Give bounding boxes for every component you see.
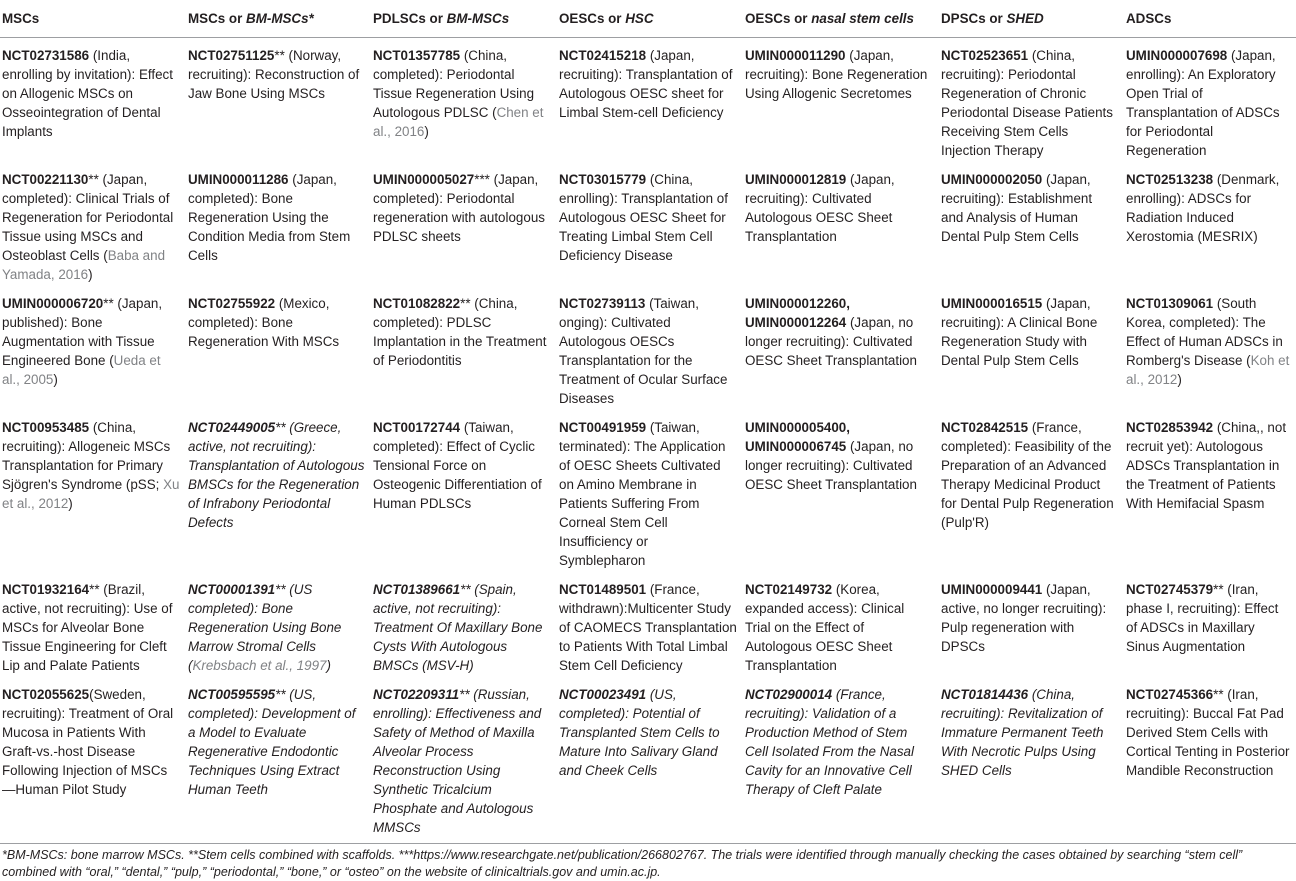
trial-description: (Taiwan, onging): Cultivated Autologous OESCs Transplantation for the Treatment of Ocular Surface Diseases (559, 296, 728, 406)
trial-cell (371, 576, 557, 681)
trial-id: NCT02900014 (745, 687, 833, 702)
trial-description: ** (Japan, published): Bone Augmentation with Tissue Engineered Bone ( (2, 296, 163, 368)
column-header-label: DPSCs or (941, 11, 1007, 26)
table-row (0, 681, 1296, 844)
trial-id: UMIN000012819 (745, 172, 847, 187)
column-header-label: PDLSCs or (373, 11, 447, 26)
trial-id: NCT00953485 (2, 420, 90, 435)
column-header-label: OESCs or (745, 11, 812, 26)
trial-description: (Japan, recruiting): Establishment and Analysis of Human Dental Pulp Stem Cells (941, 172, 1093, 244)
trial-description: ** (Spain, active, not recruiting): Treatment Of Maxillary Bone Cysts With Autologous BMSCs (MSV-H) (373, 582, 543, 673)
trial-id: NCT03015779 (559, 172, 647, 187)
column-header-label-italic: nasal stem cells (811, 11, 914, 26)
trial-id: NCT02739113 (559, 296, 646, 311)
trial-id: NCT01932164 (2, 582, 90, 597)
trial-description: (China, enrolling): Transplantation of Autologous OESC Sheet for Treating Limbal Stem Cell Deficiency Disease (559, 172, 728, 263)
trial-id: NCT02055625 (2, 687, 90, 702)
trial-id: UMIN000005027 (373, 172, 475, 187)
trial-id: NCT02751125 (188, 48, 275, 63)
table-row (0, 576, 1296, 681)
trial-cell (743, 290, 939, 414)
trial-description: (France, withdrawn):Multicenter Study of CAOMECS Transplantation to Patients With Total Limbal Stem Cell Deficiency (559, 582, 737, 673)
citation-close-paren: ) (68, 496, 73, 511)
trial-description: ** (Norway, recruiting): Reconstruction of Jaw Bone Using MSCs (188, 48, 360, 101)
trial-description: (China, recruiting): Allogeneic MSCs Transplantation for Primary Sjögren's Syndrome (pSS; (2, 420, 171, 492)
trial-description: (Japan, no longer recruiting): Cultivated OESC Sheet Transplantation (745, 439, 917, 492)
trial-id: UMIN000005400, UMIN000006745 (745, 420, 850, 454)
column-header-label: OESCs or (559, 11, 626, 26)
trial-description: (Japan, recruiting): Bone Regeneration Using Allogenic Secretomes (745, 48, 928, 101)
trial-description: (France, completed): Feasibility of the Preparation of an Advanced Therapy Medicinal Product for Dental Pulp Regeneration (Pulp'R) (941, 420, 1114, 530)
trial-id: NCT01309061 (1126, 296, 1214, 311)
trial-cell (557, 38, 743, 167)
trial-cell (743, 414, 939, 576)
trial-id: NCT02209311 (373, 687, 460, 702)
column-header-label: ADSCs (1126, 11, 1172, 26)
trial-cell (939, 576, 1124, 681)
table-footnote: *BM-MSCs: bone marrow MSCs. **Stem cells combined with scaffolds. ***https://www.researchgate.net/publication/266802767. The trials were identified through manually checking the cases obtained by searching “stem cell” combined with “oral,” “dental,” “pulp,” “periodontal,” “bone,” or “osteo” on the website of clinicaltrials.gov and umin.ac.jp. (2, 848, 1243, 879)
trial-id: NCT02745379 (1126, 582, 1214, 597)
trial-description: ** (Japan, completed): Clinical Trials of Regeneration for Periodontal Tissue using MSCs and Osteoblast Cells ( (2, 172, 174, 263)
trial-description: ** (Russian, enrolling): Effectiveness and Safety of Method of Maxilla Alveolar Process Reconstruction Using Synthetic Tricalcium Phosphate and Autologous MMSCs (373, 687, 542, 835)
trial-cell (743, 576, 939, 681)
trial-id: NCT00172744 (373, 420, 461, 435)
column-header-label-italic: BM-MSCs* (246, 11, 314, 26)
trial-id: NCT01489501 (559, 582, 647, 597)
trial-id: NCT02415218 (559, 48, 647, 63)
trial-description: (Sweden, recruiting): Treatment of Oral Mucosa in Patients With Graft-vs.-host Disease Following Injection of MSCs—Human Pilot Study (2, 687, 174, 797)
column-header (1124, 0, 1296, 38)
trial-description: ** (US, completed): Development of a Model to Evaluate Regenerative Endodontic Techniques Using Extract Human Teeth (188, 687, 356, 797)
trial-description: (Korea, expanded access): Clinical Trial on the Effect of Autologous OESC Sheet Transplantation (745, 582, 905, 673)
trial-id: NCT02523651 (941, 48, 1029, 63)
table-body (0, 38, 1296, 844)
trial-id: NCT02853942 (1126, 420, 1214, 435)
trial-id: NCT02755922 (188, 296, 276, 311)
trial-id: UMIN000007698 (1126, 48, 1228, 63)
column-header (186, 0, 371, 38)
trial-description: (China, completed): Periodontal Tissue Regeneration Using Autologous PDLSC ( (373, 48, 535, 120)
citation-link[interactable]: Chen et al., 2016 (373, 105, 544, 139)
trial-description: (Japan, recruiting): Cultivated Autologous OESC Sheet Transplantation (745, 172, 895, 244)
trial-cell (186, 290, 371, 414)
citation-link[interactable]: Xu et al., 2012 (2, 477, 180, 511)
trial-id: UMIN000011286 (188, 172, 289, 187)
trial-description: (China, recruiting): Periodontal Regeneration of Chronic Periodontal Disease Patients Receiving Stem Cells Injection Therapy (941, 48, 1113, 158)
trial-id: NCT02149732 (745, 582, 833, 597)
trial-description: (Denmark, enrolling): ADSCs for Radiation Induced Xerostomia (MESRIX) (1126, 172, 1280, 244)
trial-description: (Mexico, completed): Bone Regeneration With MSCs (188, 296, 340, 349)
trial-id: UMIN000011290 (745, 48, 846, 63)
trial-id: NCT02449005 (188, 420, 276, 435)
trial-id: NCT02731586 (2, 48, 90, 63)
trial-cell (0, 38, 186, 167)
trial-cell (557, 414, 743, 576)
trial-id: NCT02513238 (1126, 172, 1214, 187)
trial-cell (371, 290, 557, 414)
trial-description: (Japan, no longer recruiting): Cultivated OESC Sheet Transplantation (745, 315, 917, 368)
trial-cell (939, 414, 1124, 576)
citation-close-paren: ) (88, 267, 93, 282)
trial-id: NCT01814436 (941, 687, 1029, 702)
trial-id: NCT01389661 (373, 582, 461, 597)
trial-cell (557, 290, 743, 414)
citation-close-paren: ) (424, 124, 429, 139)
trial-cell (0, 576, 186, 681)
trial-description: (China,, not recruit yet): Autologous ADSCs Transplantation in the Treatment of Patients With Hemifacial Spasm (1126, 420, 1287, 511)
trial-description: (Japan, completed): Bone Regeneration Using the Condition Media from Stem Cells (188, 172, 351, 263)
trial-description: (India, enrolling by invitation): Effect on Allogenic MSCs on Osseointegration of Dental Implants (2, 48, 173, 139)
trial-cell (939, 681, 1124, 844)
trial-description: (France, recruiting): Validation of a Production Method of Stem Cell Isolated From the Nasal Cavity for an Innovative Cell Therapy of Cleft Palate (745, 687, 914, 797)
column-header-label: MSCs (2, 11, 40, 26)
trial-description: (Japan, recruiting): A Clinical Bone Regeneration Study with Dental Pulp Stem Cells (941, 296, 1098, 368)
trial-id: NCT00221130 (2, 172, 89, 187)
trial-description: *** (Japan, completed): Periodontal regeneration with autologous PDLSC sheets (373, 172, 545, 244)
trial-cell (186, 576, 371, 681)
trial-id: NCT02745366 (1126, 687, 1214, 702)
trial-cell (371, 166, 557, 290)
trial-cell (0, 290, 186, 414)
citation-link[interactable]: Ueda et al., 2005 (2, 353, 161, 387)
column-header (939, 0, 1124, 38)
trial-id: UMIN000012260, UMIN000012264 (745, 296, 850, 330)
trial-description: ** (China, completed): PDLSC Implantation in the Treatment of Periodontitis (373, 296, 547, 368)
table-header (0, 0, 1296, 38)
trial-cell (0, 414, 186, 576)
trial-cell (557, 166, 743, 290)
trial-id: NCT01082822 (373, 296, 461, 311)
citation-link[interactable]: Koh et al., 2012 (1126, 353, 1290, 387)
trial-cell (557, 681, 743, 844)
citation-close-paren: ) (53, 372, 58, 387)
trial-id: UMIN000002050 (941, 172, 1043, 187)
trial-cell (939, 166, 1124, 290)
column-header-label-italic: SHED (1006, 11, 1044, 26)
citation-link[interactable]: Krebsbach et al., 1997 (192, 658, 327, 673)
trial-id: NCT00491959 (559, 420, 647, 435)
trial-cell (186, 414, 371, 576)
trial-description: ** (US completed): Bone Regeneration Using Bone Marrow Stromal Cells ( (188, 582, 342, 673)
trial-description: (US, completed): Potential of Transplanted Stem Cells to Mature Into Salivary Gland and Cheek Cells (559, 687, 720, 778)
trial-id: NCT00595595 (188, 687, 276, 702)
trial-description: (Japan, recruiting): Transplantation of Autologous OESC sheet for Limbal Stem-cell Deficiency (559, 48, 733, 120)
column-header (743, 0, 939, 38)
trial-cell (1124, 414, 1296, 576)
trial-id: UMIN000016515 (941, 296, 1043, 311)
trial-id: NCT01357785 (373, 48, 461, 63)
table-row (0, 38, 1296, 167)
trial-cell (186, 166, 371, 290)
trial-cell (371, 414, 557, 576)
citation-close-paren: ) (1177, 372, 1182, 387)
table-header-row (0, 0, 1296, 38)
trial-id: NCT02842515 (941, 420, 1029, 435)
trial-id: UMIN000009441 (941, 582, 1043, 597)
trial-cell (186, 681, 371, 844)
trial-cell (0, 166, 186, 290)
trial-cell (743, 38, 939, 167)
trial-id: UMIN000006720 (2, 296, 104, 311)
trial-description: ** (Iran, phase I, recruiting): Effect of ADSCs in Maxillary Sinus Augmentation (1126, 582, 1279, 654)
trial-cell (371, 681, 557, 844)
trial-description: ** (Brazil, active, not recruiting): Use of MSCs for Alveolar Bone Tissue Engineering for Cleft Lip and Palate Patients (2, 582, 173, 673)
trial-cell (371, 38, 557, 167)
trial-cell (186, 38, 371, 167)
trial-cell (1124, 38, 1296, 167)
trial-cell (743, 166, 939, 290)
trial-cell (1124, 166, 1296, 290)
trial-description: (Japan, active, no longer recruiting): Pulp regeneration with DPSCs (941, 582, 1107, 654)
trial-cell (1124, 290, 1296, 414)
trial-description: (Taiwan, terminated): The Application of OESC Sheets Cultivated on Amino Membrane in Patients Suffering From Corneal Stem Cell Insufficiency or Symblepharon (559, 420, 726, 568)
trial-id: NCT00001391 (188, 582, 276, 597)
citation-link[interactable]: Baba and Yamada, 2016 (2, 248, 166, 282)
column-header (557, 0, 743, 38)
table-row (0, 166, 1296, 290)
column-header (371, 0, 557, 38)
trial-description: (Japan, enrolling): An Exploratory Open Trial of Transplantation of ADSCs for Periodontal Regeneration (1126, 48, 1280, 158)
trial-id: NCT00023491 (559, 687, 647, 702)
table-row (0, 414, 1296, 576)
trial-description: (China, recruiting): Revitalization of Immature Permanent Teeth With Necrotic Pulps Using SHED Cells (941, 687, 1104, 778)
table-row (0, 290, 1296, 414)
column-header-label-italic: HSC (625, 11, 654, 26)
trial-description: ** (Iran, recruiting): Buccal Fat Pad Derived Stem Cells with Cortical Tenting in Posterior Mandible Reconstruction (1126, 687, 1290, 778)
trial-cell (1124, 576, 1296, 681)
trial-description: (Taiwan, completed): Effect of Cyclic Tensional Force on Osteogenic Differentiation of Human PDLSCs (373, 420, 542, 511)
trial-cell (743, 681, 939, 844)
trial-cell (557, 576, 743, 681)
trial-cell (0, 681, 186, 844)
trial-description: ** (Greece, active, not recruiting): Transplantation of Autologous BMSCs for the Regeneration of Infrabony Periodontal Defects (188, 420, 365, 530)
column-header (0, 0, 186, 38)
column-header-label: MSCs or (188, 11, 247, 26)
trial-cell (939, 290, 1124, 414)
trial-cell (939, 38, 1124, 167)
citation-close-paren: ) (326, 658, 331, 673)
trial-description: (South Korea, completed): The Effect of Human ADSCs in Romberg's Disease ( (1126, 296, 1283, 368)
column-header-label-italic: BM-MSCs (446, 11, 510, 26)
trial-cell (1124, 681, 1296, 844)
